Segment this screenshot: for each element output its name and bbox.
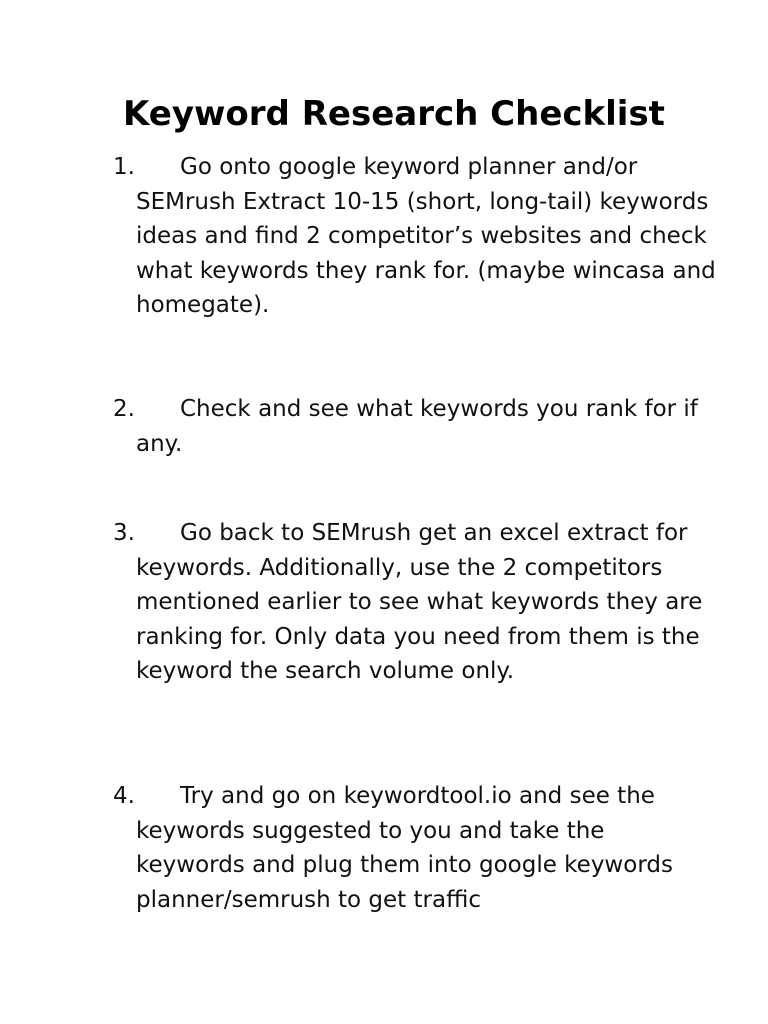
item-number: 2. <box>113 396 135 422</box>
checklist-item-2 <box>113 392 716 461</box>
checklist-item-3 <box>113 516 716 689</box>
item-number: 1. <box>113 154 135 180</box>
checklist-item-1 <box>113 150 716 323</box>
item-text: Go onto google keyword planner and/or SEMrush Extract 10-15 (short, long-tail) keywords ideas and find 2 competitor’s websites and check what keywords they rank for. (maybe wincasa and homegate). <box>136 154 716 318</box>
checklist-item-4 <box>113 779 716 917</box>
item-number: 3. <box>113 520 135 546</box>
item-text: Go back to SEMrush get an excel extract for keywords. Additionally, use the 2 competitors mentioned earlier to see what keywords they are ranking for. Only data you need from them is the keyword the search volume only. <box>136 520 703 684</box>
item-text: Check and see what keywords you rank for if any. <box>136 396 698 457</box>
item-text: Try and go on keywordtool.io and see the keywords suggested to you and take the keywords and plug them into google keywords planner/semrush to get traffic <box>136 783 673 913</box>
page-title: Keyword Research Checklist <box>123 94 665 134</box>
item-number: 4. <box>113 783 135 809</box>
